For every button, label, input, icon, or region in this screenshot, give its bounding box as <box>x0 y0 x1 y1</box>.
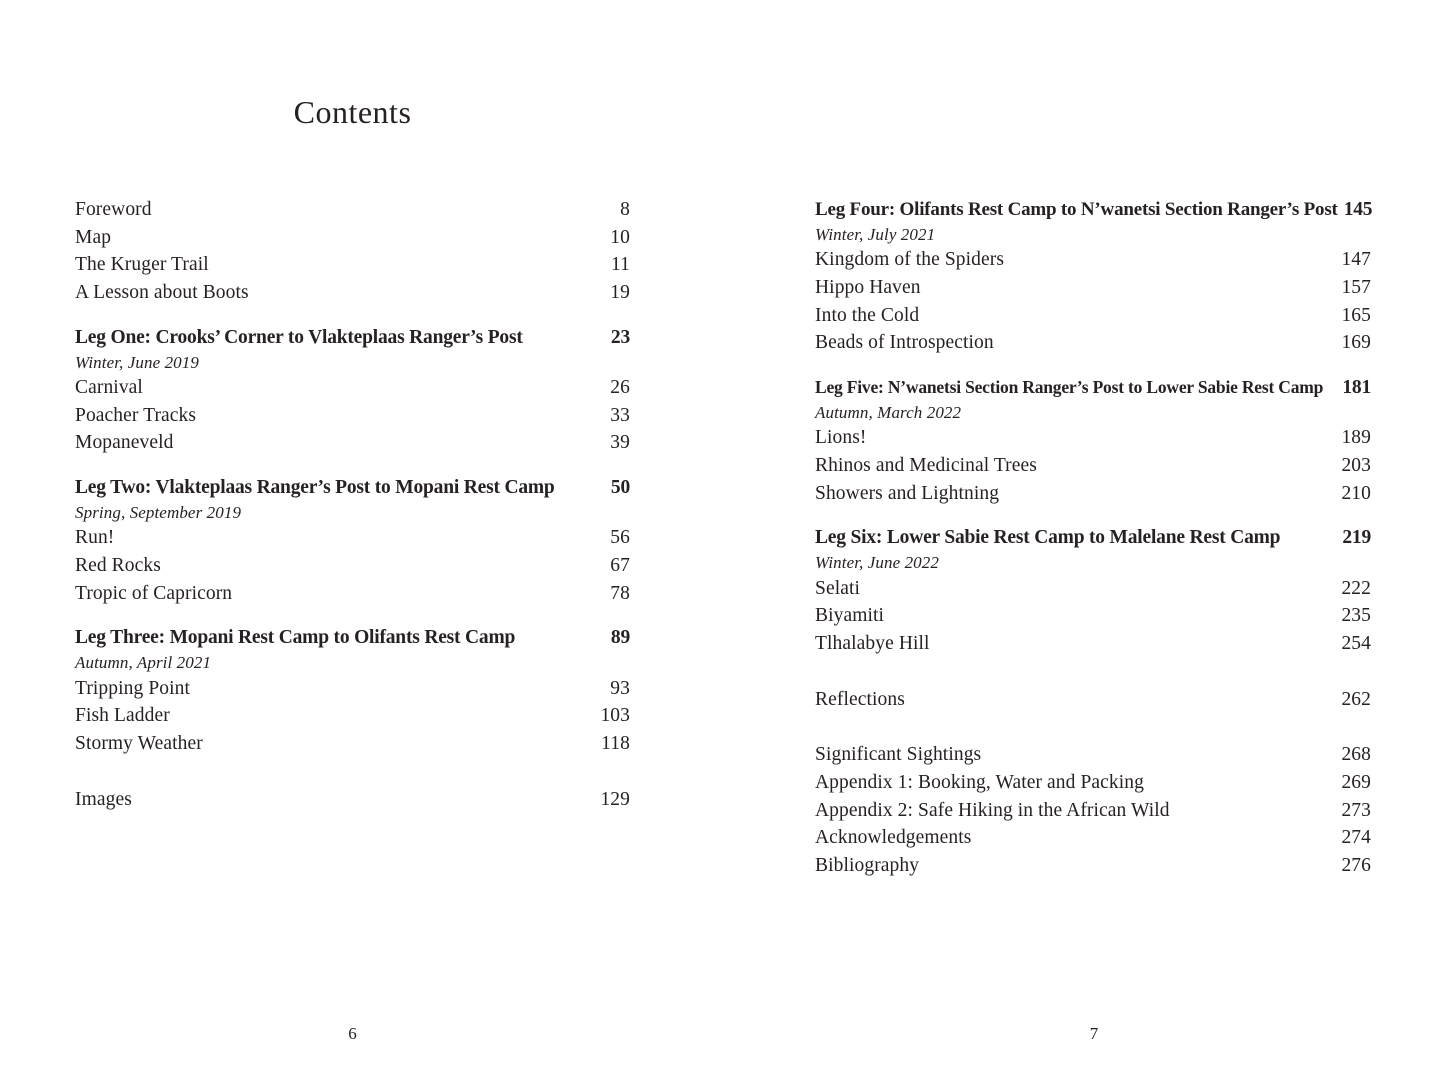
toc-entry-label: Lions! <box>815 427 867 449</box>
toc-season-row <box>815 224 1371 247</box>
toc-heading-label: Leg Six: Lower Sabie Rest Camp to Malelane Rest Camp <box>815 527 1281 549</box>
toc-season-row <box>815 402 1371 425</box>
toc-heading-label: Leg Three: Mopani Rest Camp to Olifants Rest Camp <box>75 627 516 649</box>
toc-entry-row <box>75 524 630 552</box>
toc-heading-label: Leg Five: N’wanetsi Section Ranger’s Post to Lower Sabie Rest Camp <box>815 377 1324 398</box>
toc-entry-row <box>815 452 1371 480</box>
right-page-number: 7 <box>1089 1024 1099 1043</box>
toc-entry-label: Tripping Point <box>75 677 191 699</box>
toc-entry-row <box>815 769 1371 797</box>
toc-entry-row <box>75 374 630 402</box>
toc-entry-row <box>75 196 630 224</box>
toc-page-number: 262 <box>1341 688 1371 710</box>
toc-page-number: 210 <box>1341 482 1371 504</box>
toc-page-number: 56 <box>610 527 630 549</box>
toc-season-label: Winter, June 2022 <box>815 553 939 573</box>
toc-entry-label: Stormy Weather <box>75 733 203 755</box>
toc-page-number: 145 <box>1343 199 1373 220</box>
left-page-number: 6 <box>348 1024 357 1043</box>
toc-block <box>815 686 1371 714</box>
toc-page-number: 268 <box>1341 744 1371 766</box>
toc-entry-row <box>815 797 1371 825</box>
toc-season-row <box>815 552 1371 575</box>
toc-entry-row <box>75 580 630 608</box>
toc-column-right <box>815 196 1371 880</box>
toc-block <box>815 741 1371 880</box>
toc-entry-row <box>75 786 630 814</box>
toc-entry-row <box>815 686 1371 714</box>
toc-block <box>75 474 630 607</box>
toc-entry-label: Tropic of Capricorn <box>75 582 233 604</box>
toc-entry-label: Reflections <box>815 688 905 710</box>
toc-entry-label: Foreword <box>75 199 152 220</box>
toc-entry-label: Poacher Tracks <box>75 404 197 426</box>
toc-entry-row <box>815 824 1371 852</box>
toc-season-row <box>75 502 630 525</box>
toc-block <box>815 524 1371 657</box>
toc-entry-row <box>75 224 630 252</box>
toc-entry-row <box>75 251 630 279</box>
toc-entry-label: Showers and Lightning <box>815 482 1000 504</box>
toc-entry-label: Beads of Introspection <box>815 332 994 354</box>
toc-page-number: 50 <box>610 477 630 499</box>
toc-page-number: 181 <box>1342 377 1371 399</box>
toc-entry-label: Significant Sightings <box>815 744 982 766</box>
toc-heading-row <box>815 196 1371 224</box>
toc-page-number: 33 <box>610 404 630 426</box>
toc-page-number: 39 <box>610 432 630 454</box>
toc-entry-label: Selati <box>815 577 861 599</box>
toc-entry-row <box>815 424 1371 452</box>
toc-season-row <box>75 652 630 675</box>
toc-entry-label: Red Rocks <box>75 555 161 577</box>
toc-entry-label: Hippo Haven <box>815 276 921 298</box>
toc-page-number: 23 <box>610 326 630 348</box>
toc-entry-label: Bibliography <box>815 855 920 877</box>
toc-page-number: 118 <box>601 733 630 755</box>
toc-page-number: 67 <box>610 555 630 577</box>
toc-entry-label: Rhinos and Medicinal Trees <box>815 454 1037 476</box>
toc-page-number: 269 <box>1341 772 1371 794</box>
toc-entry-label: Kingdom of the Spiders <box>815 249 1005 271</box>
toc-season-row <box>75 352 630 375</box>
toc-entry-row <box>815 852 1371 880</box>
toc-page-number: 203 <box>1341 454 1371 476</box>
toc-entry-label: Into the Cold <box>815 304 920 326</box>
toc-page-number: 157 <box>1341 276 1371 298</box>
toc-page-number: 93 <box>610 677 630 699</box>
toc-block <box>75 324 630 457</box>
toc-heading-row <box>75 324 630 352</box>
toc-heading-row <box>75 624 630 652</box>
toc-entry-row <box>75 730 630 758</box>
toc-season-label: Winter, June 2019 <box>75 352 199 372</box>
toc-entry-row <box>75 429 630 457</box>
toc-block <box>815 196 1371 357</box>
toc-entry-label: A Lesson about Boots <box>75 282 249 304</box>
toc-entry-label: Appendix 1: Booking, Water and Packing <box>815 772 1144 794</box>
toc-page-number: 276 <box>1341 855 1371 877</box>
toc-entry-label: Images <box>75 788 132 810</box>
toc-entry-row <box>815 741 1371 769</box>
toc-entry-row <box>815 575 1371 603</box>
toc-page-number: 254 <box>1341 632 1371 654</box>
toc-entry-row <box>75 702 630 730</box>
toc-entry-row <box>75 552 630 580</box>
toc-block <box>75 196 630 307</box>
toc-page-number: 11 <box>611 254 630 276</box>
toc-entry-label: Fish Ladder <box>75 705 170 727</box>
toc-page-number: 235 <box>1341 605 1371 627</box>
toc-entry-label: The Kruger Trail <box>75 254 209 276</box>
toc-season-label: Autumn, March 2022 <box>815 402 962 422</box>
page-title: Contents <box>293 94 412 130</box>
toc-block <box>75 624 630 757</box>
toc-entry-label: Biyamiti <box>815 605 885 627</box>
toc-entry-row <box>815 274 1371 302</box>
toc-page-number: 129 <box>600 788 630 810</box>
toc-heading-row <box>815 524 1371 552</box>
toc-page-number: 8 <box>620 199 630 220</box>
toc-entry-row <box>815 602 1371 630</box>
toc-season-label: Winter, July 2021 <box>815 224 936 244</box>
toc-page-number: 189 <box>1341 427 1371 449</box>
toc-page-number: 10 <box>610 226 630 248</box>
toc-heading-label: Leg Four: Olifants Rest Camp to N’wanetsi Section Ranger’s Post <box>815 199 1338 220</box>
toc-entry-row <box>815 246 1371 274</box>
toc-entry-label: Tlhalabye Hill <box>815 632 930 654</box>
toc-entry-row <box>815 480 1371 508</box>
toc-block <box>815 374 1371 507</box>
toc-page-number: 169 <box>1341 332 1371 354</box>
toc-season-label: Autumn, April 2021 <box>75 653 212 673</box>
toc-page-number: 222 <box>1341 577 1371 599</box>
toc-heading-label: Leg Two: Vlakteplaas Ranger’s Post to Mopani Rest Camp <box>75 477 555 499</box>
toc-entry-label: Map <box>75 226 112 248</box>
toc-entry-row <box>75 402 630 430</box>
toc-heading-row <box>815 374 1371 402</box>
toc-heading-row <box>75 474 630 502</box>
toc-page-number: 19 <box>610 282 630 304</box>
toc-page-number: 273 <box>1341 799 1371 821</box>
toc-entry-row <box>75 279 630 307</box>
toc-page-number: 89 <box>610 627 630 649</box>
toc-entry-label: Acknowledgements <box>815 827 972 849</box>
toc-entry-row <box>815 329 1371 357</box>
toc-column-left <box>75 196 630 813</box>
toc-entry-label: Run! <box>75 527 115 549</box>
toc-entry-row <box>815 302 1371 330</box>
toc-entry-label: Carnival <box>75 377 143 399</box>
toc-block <box>75 786 630 814</box>
toc-page-number: 274 <box>1341 827 1371 849</box>
toc-heading-label: Leg One: Crooks’ Corner to Vlakteplaas Ranger’s Post <box>75 326 523 348</box>
toc-entry-label: Appendix 2: Safe Hiking in the African Wild <box>815 799 1170 821</box>
toc-entry-row <box>815 630 1371 658</box>
toc-season-label: Spring, September 2019 <box>75 502 242 522</box>
toc-entry-row <box>75 675 630 703</box>
toc-page-number: 165 <box>1341 304 1371 326</box>
toc-page-number: 147 <box>1341 249 1371 271</box>
toc-page-number: 78 <box>610 582 630 604</box>
toc-page-number: 103 <box>600 705 630 727</box>
toc-page-number: 26 <box>610 377 630 399</box>
toc-entry-label: Mopaneveld <box>75 432 174 454</box>
toc-page-number: 219 <box>1342 527 1371 549</box>
